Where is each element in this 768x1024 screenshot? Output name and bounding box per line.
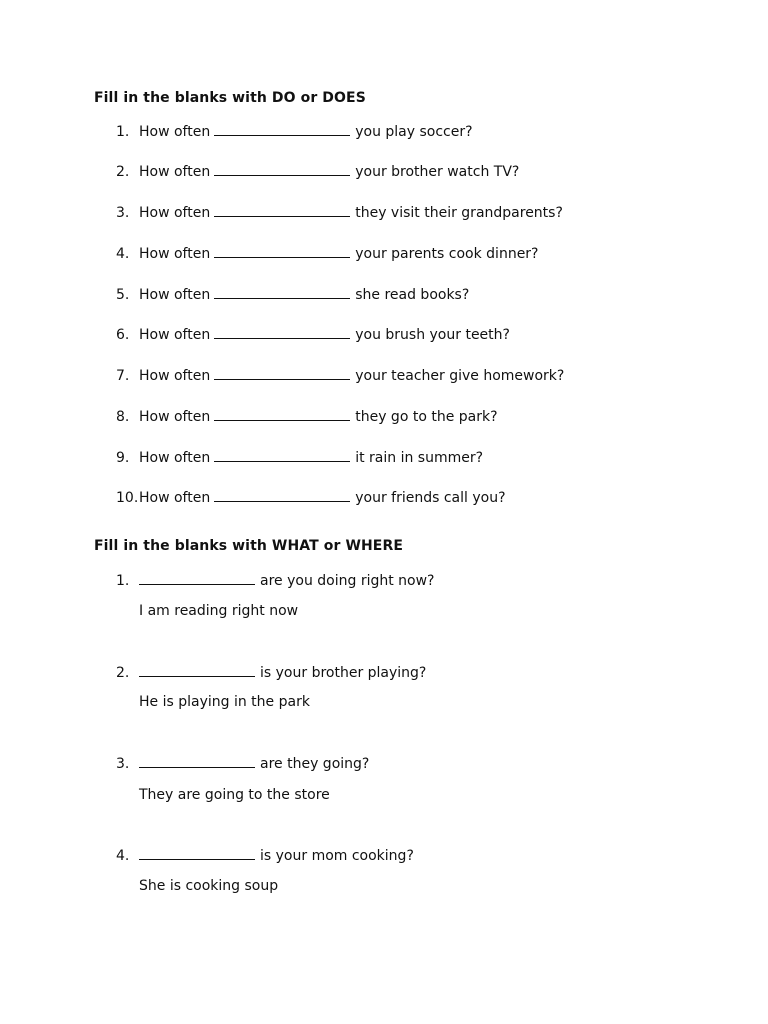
section2-question-2 — [116, 663, 426, 682]
question-suffix: it rain in summer? — [355, 450, 484, 466]
section1-question-6 — [116, 325, 510, 344]
answer-blank[interactable] — [214, 244, 350, 258]
section1-question-4 — [116, 244, 539, 263]
question-suffix: your friends call you? — [355, 490, 506, 506]
answer-blank[interactable] — [214, 203, 350, 217]
answer-blank[interactable] — [214, 285, 350, 299]
question-suffix: she read books? — [355, 287, 470, 303]
section1-question-1 — [116, 122, 473, 141]
answer-blank[interactable] — [139, 663, 255, 677]
question-prefix: How often — [139, 490, 211, 506]
section1-heading: Fill in the blanks with DO or DOES — [94, 90, 366, 106]
answer-blank[interactable] — [139, 846, 255, 860]
question-number: 3. — [116, 205, 130, 221]
question-number: 2. — [116, 665, 130, 681]
section2-question-1 — [116, 571, 434, 590]
question-number: 8. — [116, 409, 130, 425]
section1-question-3 — [116, 203, 563, 222]
answer-blank[interactable] — [214, 122, 350, 136]
section2-answer-2: He is playing in the park — [139, 694, 310, 710]
answer-blank[interactable] — [214, 488, 350, 502]
section1-question-10 — [116, 488, 506, 507]
question-suffix: they visit their grandparents? — [355, 205, 563, 221]
question-suffix: you brush your teeth? — [355, 327, 510, 343]
answer-blank[interactable] — [214, 448, 350, 462]
answer-blank[interactable] — [214, 366, 350, 380]
question-number: 2. — [116, 164, 130, 180]
question-prefix: How often — [139, 368, 211, 384]
question-number: 1. — [116, 124, 130, 140]
question-number: 5. — [116, 287, 130, 303]
question-number: 4. — [116, 848, 130, 864]
question-suffix: you play soccer? — [355, 124, 473, 140]
question-number: 9. — [116, 450, 130, 466]
question-prefix: How often — [139, 164, 211, 180]
question-prefix: How often — [139, 450, 211, 466]
question-suffix: is your mom cooking? — [260, 848, 414, 864]
section1-question-8 — [116, 407, 498, 426]
question-suffix: are they going? — [260, 756, 370, 772]
section2-answer-3: They are going to the store — [139, 787, 330, 803]
section1-question-5 — [116, 285, 469, 304]
section1-question-2 — [116, 162, 519, 181]
section2-answer-1: I am reading right now — [139, 603, 299, 619]
question-suffix: your parents cook dinner? — [355, 246, 539, 262]
question-suffix: your brother watch TV? — [355, 164, 520, 180]
question-prefix: How often — [139, 205, 211, 221]
question-suffix: they go to the park? — [355, 409, 498, 425]
question-number: 10. — [116, 490, 139, 506]
question-prefix: How often — [139, 287, 211, 303]
question-prefix: How often — [139, 327, 211, 343]
answer-blank[interactable] — [139, 571, 255, 585]
question-prefix: How often — [139, 246, 211, 262]
answer-blank[interactable] — [214, 325, 350, 339]
question-number: 6. — [116, 327, 130, 343]
answer-blank[interactable] — [214, 162, 350, 176]
question-number: 3. — [116, 756, 130, 772]
answer-blank[interactable] — [214, 407, 350, 421]
section2-answer-4: She is cooking soup — [139, 878, 279, 894]
question-suffix: is your brother playing? — [260, 665, 427, 681]
question-suffix: your teacher give homework? — [355, 368, 565, 384]
section2-question-3 — [116, 754, 369, 773]
section1-question-9 — [116, 448, 483, 467]
question-number: 4. — [116, 246, 130, 262]
section2-question-4 — [116, 846, 414, 865]
section2-heading: Fill in the blanks with WHAT or WHERE — [94, 538, 404, 554]
question-prefix: How often — [139, 409, 211, 425]
section1-question-7 — [116, 366, 564, 385]
question-number: 1. — [116, 573, 130, 589]
question-number: 7. — [116, 368, 130, 384]
question-prefix: How often — [139, 124, 211, 140]
answer-blank[interactable] — [139, 754, 255, 768]
question-suffix: are you doing right now? — [260, 573, 435, 589]
